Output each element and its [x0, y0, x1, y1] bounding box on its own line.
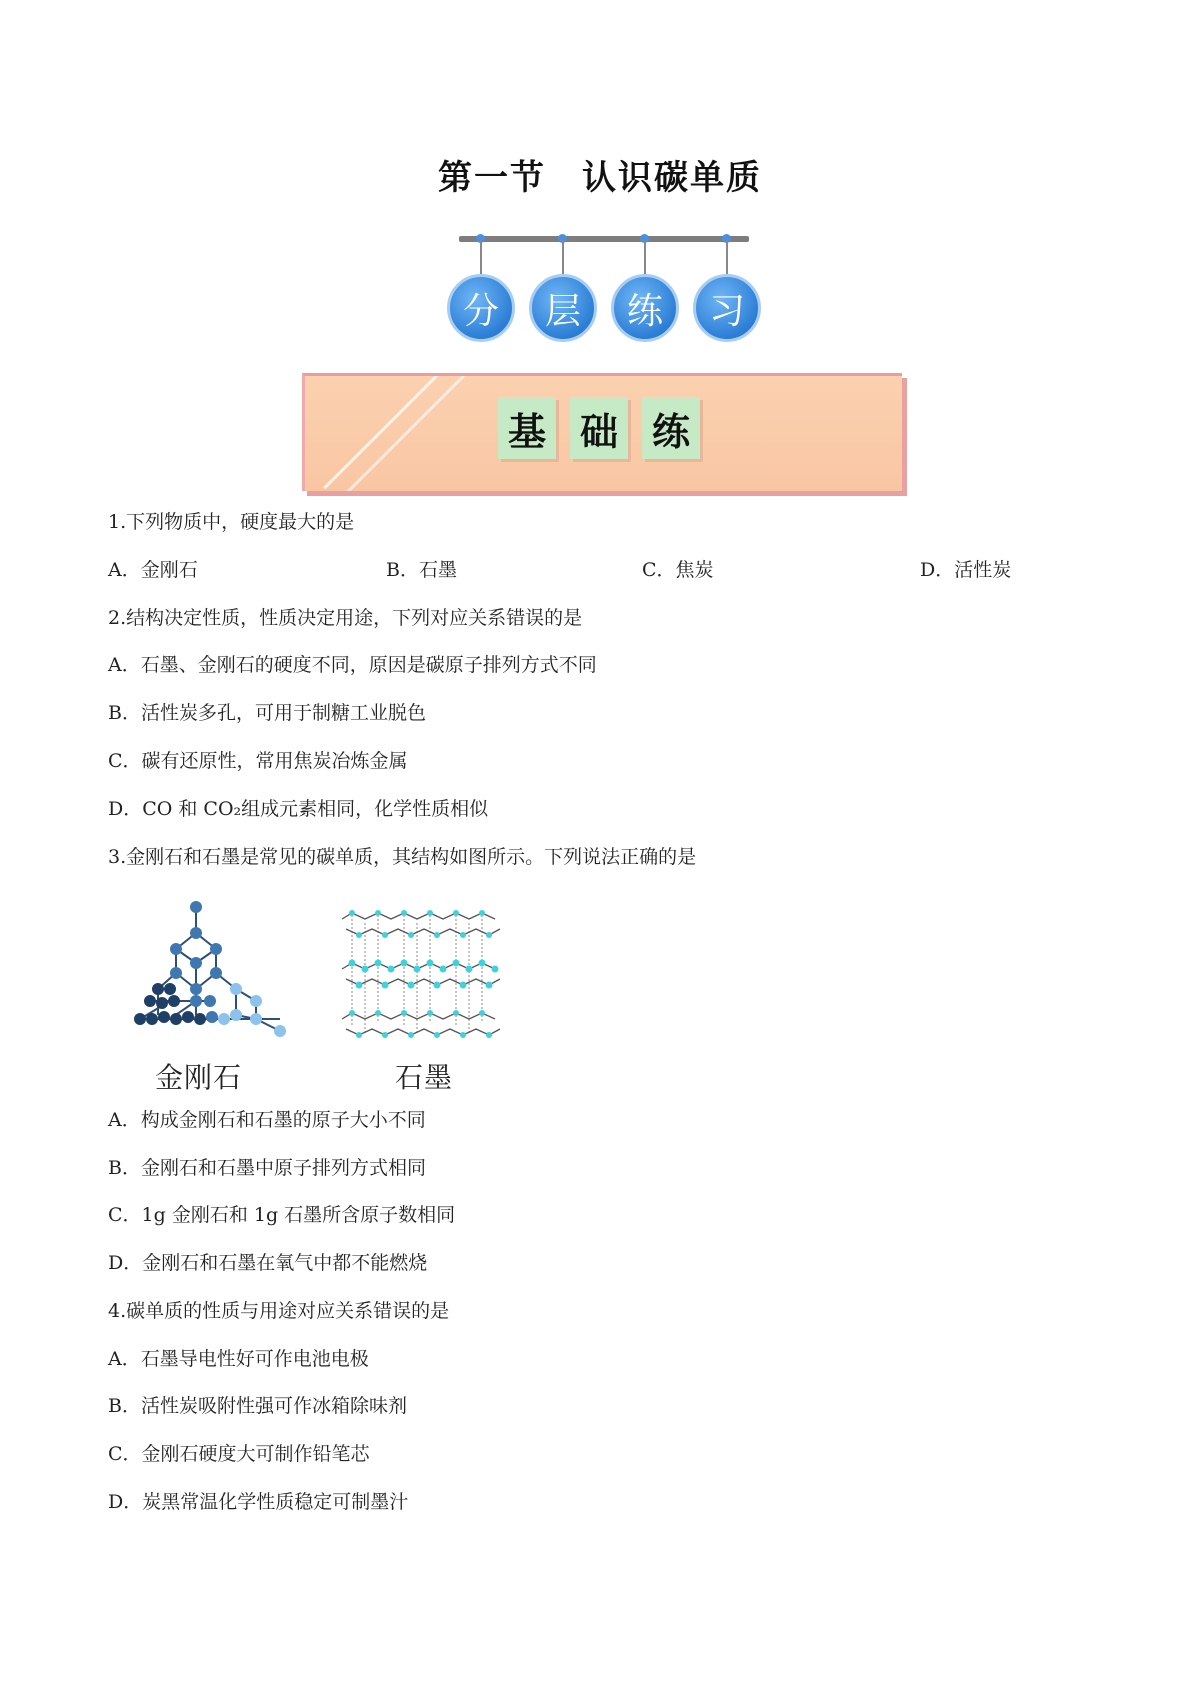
banner-char: 练 [642, 397, 700, 459]
layered-practice-badge [440, 228, 760, 358]
q3-option-a: A．构成金刚石和石墨的原子大小不同 [108, 1109, 426, 1131]
diamond-label: 金刚石 [155, 1061, 243, 1094]
badge-ball: 练 [611, 274, 679, 342]
diamond-structure-image [110, 893, 310, 1043]
q1-option-d: D．活性炭 [920, 559, 1012, 581]
q4-option-b: B．活性炭吸附性强可作冰箱除味剂 [108, 1395, 407, 1417]
q4-option-a: A．石墨导电性好可作电池电极 [108, 1348, 369, 1370]
q3-option-d: D．金刚石和石墨在氧气中都不能燃烧 [108, 1252, 428, 1274]
page-title [0, 150, 1200, 199]
badge-bar [459, 236, 749, 242]
question-2-stem: 2.结构决定性质，性质决定用途，下列对应关系错误的是 [108, 607, 583, 629]
q2-option-c: C．碳有还原性，常用焦炭冶炼金属 [108, 750, 408, 772]
badge-ball: 习 [693, 274, 761, 342]
q4-option-d: D．炭黑常温化学性质稳定可制墨汁 [108, 1491, 409, 1513]
q1-option-c: C．焦炭 [642, 559, 714, 581]
title-section: 第一节 [438, 158, 546, 198]
graphite-label: 石墨 [395, 1061, 454, 1094]
banner-char: 础 [570, 397, 628, 459]
question-3-stem: 3.金刚石和石墨是常见的碳单质，其结构如图所示。下列说法正确的是 [108, 846, 697, 868]
question-4-stem: 4.碳单质的性质与用途对应关系错误的是 [108, 1300, 450, 1322]
badge-string [726, 240, 728, 276]
question-1-stem: 1.下列物质中，硬度最大的是 [108, 511, 355, 533]
q3-option-b: B．金刚石和石墨中原子排列方式相同 [108, 1157, 426, 1179]
badge-ball: 分 [447, 274, 515, 342]
badge-ball: 层 [529, 274, 597, 342]
banner-gloss [328, 373, 472, 491]
banner-chars [498, 397, 700, 459]
q2-option-d: D．CO 和 CO₂组成元素相同，化学性质相似 [108, 798, 489, 820]
badge-string [480, 240, 482, 276]
q1-option-b: B．石墨 [386, 559, 457, 581]
graphite-structure-image [338, 893, 508, 1043]
q2-option-a: A．石墨、金刚石的硬度不同，原因是碳原子排列方式不同 [108, 654, 597, 676]
title-topic: 认识碳单质 [582, 158, 762, 198]
banner-char: 基 [498, 397, 556, 459]
q4-option-c: C．金刚石硬度大可制作铅笔芯 [108, 1443, 370, 1465]
q3-option-c: C．1g 金刚石和 1g 石墨所含原子数相同 [108, 1204, 456, 1226]
badge-string [644, 240, 646, 276]
q2-option-b: B．活性炭多孔，可用于制糖工业脱色 [108, 702, 426, 724]
basic-practice-banner [302, 373, 902, 491]
q1-option-a: A．金刚石 [108, 559, 198, 581]
badge-string [562, 240, 564, 276]
